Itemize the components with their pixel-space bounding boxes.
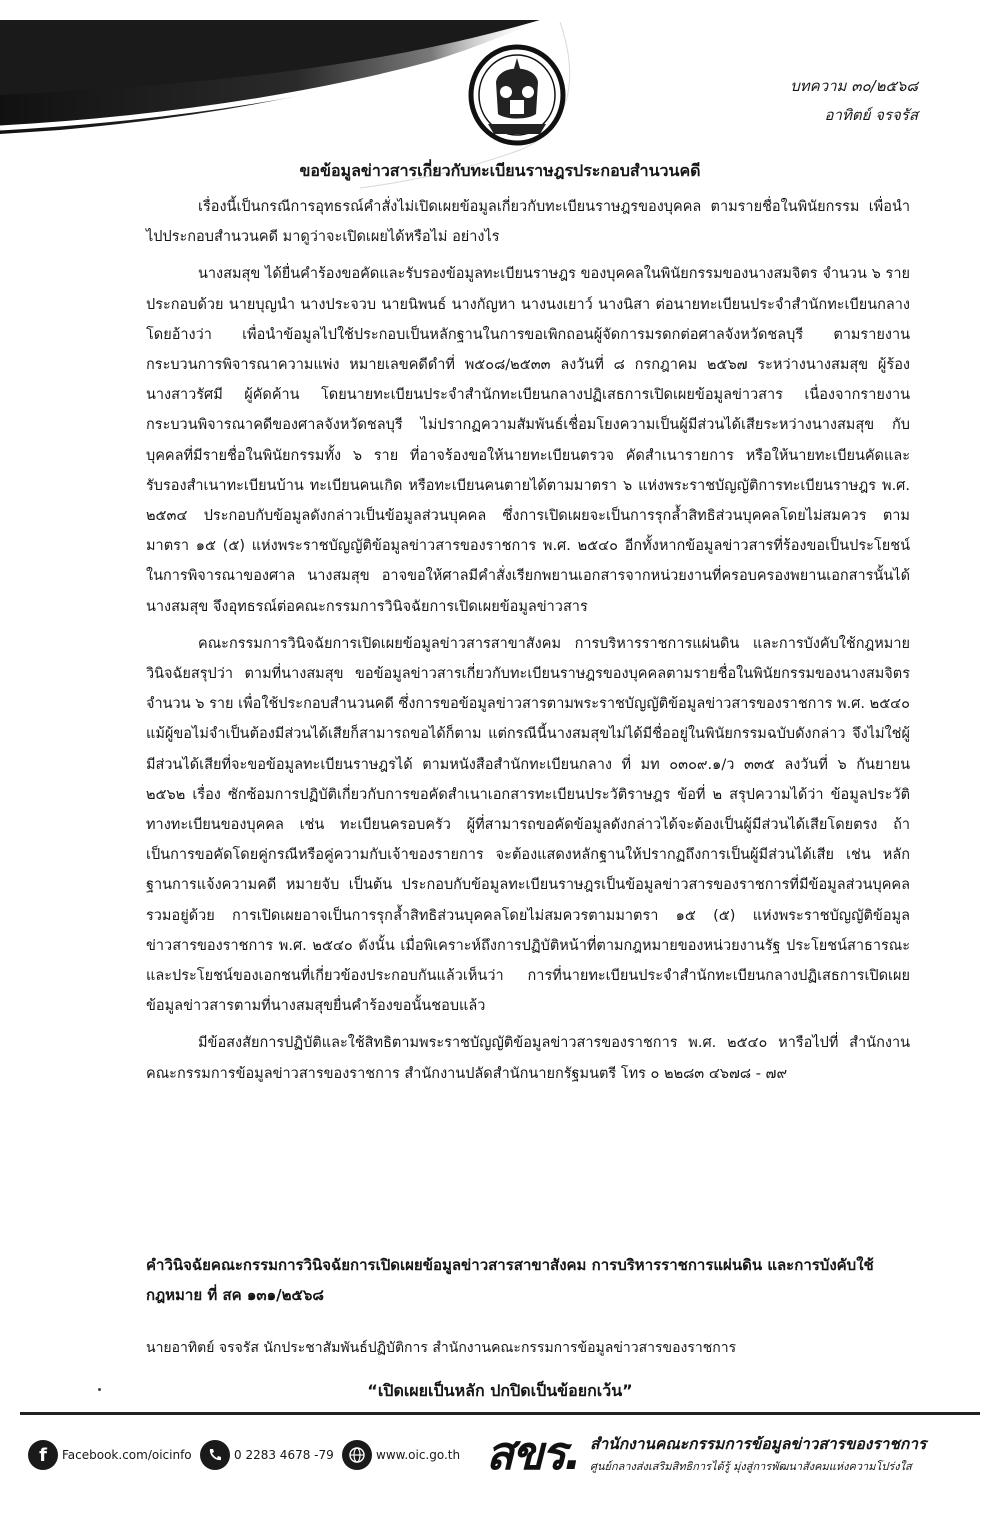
facebook-text: Facebook.com/oicinfo (62, 1448, 192, 1462)
phone-link[interactable] (200, 1440, 334, 1470)
org-tagline: ศูนย์กลางส่งเสริมสิทธิการได้รู้ มุ่งสู่การพัฒนาสังคมแห่งความโปร่งใส (590, 1460, 912, 1473)
contact-paragraph: มีข้อสงสัยการปฏิบัติและใช้สิทธิตามพระราชบัญญัติข้อมูลข่าวสารของราชการ พ.ศ. ๒๕๔๐ หารือไปที่ สำนักงานคณะกรรมการข้อมูลข่าวสารของราชการ สำนักงานปลัดสำนักนายกรัฐมนตรี โทร ๐ ๒๒๘๓ ๔๖๗๘ - ๗๙ (146, 1035, 910, 1082)
website-link[interactable] (342, 1440, 460, 1470)
website-text: www.oic.go.th (376, 1448, 461, 1462)
phone-text: 0 2283 4678 -79 (234, 1448, 334, 1462)
footer-divider (20, 1412, 980, 1415)
article-number: บทความ ๓๐/๒๕๖๘ (790, 77, 918, 95)
oic-logo: สขร. (486, 1426, 580, 1480)
facebook-icon: f (28, 1440, 58, 1470)
ruling-paragraph: คณะกรรมการวินิจฉัยการเปิดเผยข้อมูลข่าวสารสาขาสังคม การบริหารราชการแผ่นดิน และการบังคับใช้กฎหมายวินิจฉัยสรุปว่า ตามที่นางสมสุข ขอข้อมูลข่าวสารเกี่ยวกับทะเบียนราษฎรของบุคคลตามรายชื่อในพินัยกรรมของนางสมจิตร จำนวน ๖ ราย เพื่อใช้ประกอบสำนวนคดี ซึ่งการขอข้อมูลข่าวสารตามพระราชบัญญัติข้อมูลข่าวสารของราชการ พ.ศ. ๒๕๔๐ แม้ผู้ขอไม่จำเป็นต้องมีส่วนได้เสียก็สามารถขอได้ก็ตาม แต่กรณีนี้นางสมสุขไม่ได้มีชื่ออยู่ในพินัยกรรมฉบับดังกล่าว จึงไม่ใช่ผู้มีส่วนได้เสียที่จะขอข้อมูลทะเบียนราษฎรได้ ตามหนังสือสำนักทะเบียนกลาง ที่ มท ๐๓๐๙.๑/ว ๓๓๕ ลงวันที่ ๖ กันยายน ๒๕๖๒ เรื่อง ซักซ้อมการปฏิบัติเกี่ยวกับการขอคัดสำเนาเอกสารทะเบียนประวัติราษฎร ข้อที่ ๒ สรุปความได้ว่า ข้อมูลประวัติทางทะเบียนของบุคคล เช่น ทะเบียนครอบครัว ผู้ที่สามารถขอคัดข้อมูลดังกล่าวได้จะต้องเป็นผู้มีส่วนได้เสียโดยตรง ถ้าเป็นการขอคัดโดยคู่กรณีหรือคู่ความกับเจ้าของรายการ จะต้องแสดงหลักฐานให้ปรากฏถึงการเป็นผู้มีส่วนได้เสีย เช่น หลักฐานการแจ้งความคดี หมายจับ เป็นต้น ประกอบกับข้อมูลทะเบียนราษฎรเป็นข้อมูลข่าวสารของราชการที่มีข้อมูลส่วนบุคคลรวมอยู่ด้วย การเปิดเผยอาจเป็นการรุกล้ำสิทธิส่วนบุคคลโดยไม่สมควรตามมาตรา ๑๕ (๕) แห่งพระราชบัญญัติข้อมูลข่าวสารของราชการ พ.ศ. ๒๕๔๐ ดังนั้น เมื่อพิเคราะห์ถึงการปฏิบัติหน้าที่ตามกฎหมายของหน่วยงานรัฐ ประโยชน์สาธารณะ และประโยชน์ของเอกชนที่เกี่ยวข้องประกอบกันแล้วเห็นว่า การที่นายทะเบียนประจำสำนักทะเบียนกลางปฏิเสธการเปิดเผยข้อมูลข่าวสารตามที่นางสมสุขยื่นคำร้องขอนั้นชอบแล้ว (146, 635, 910, 1015)
article-body (146, 192, 910, 1096)
footer (0, 1420, 1000, 1490)
slogan: “เปิดเผยเป็นหลัก ปกปิดเป็นข้อยกเว้น” (367, 1381, 633, 1400)
author-line: นายอาทิตย์ จรจรัส นักประชาสัมพันธ์ปฏิบัติการ สำนักงานคณะกรรมการข้อมูลข่าวสารของราชการ (146, 1340, 737, 1356)
intro-paragraph: เรื่องนี้เป็นกรณีการอุทธรณ์คำสั่งไม่เปิดเผยข้อมูลเกี่ยวกับทะเบียนราษฎรของบุคคล ตามรายชื่อในพินัยกรรม เพื่อนำไปประกอบสำนวนคดี มาดูว่าจะเปิดเผยได้หรือไม่ อย่างไร (146, 199, 910, 246)
ruling-reference: คำวินิจฉัยคณะกรรมการวินิจฉัยการเปิดเผยข้อมูลข่าวสารสาขาสังคม การบริหารราชการแผ่นดิน และการบังคับใช้กฎหมาย ที่ สค ๑๓๑/๒๕๖๘ (146, 1256, 874, 1304)
org-name: สำนักงานคณะกรรมการข้อมูลข่าวสารของราชการ (590, 1435, 927, 1453)
garuda-emblem-icon (466, 42, 568, 148)
facebook-link[interactable] (28, 1440, 192, 1470)
phone-icon (200, 1440, 230, 1470)
page-title: ขอข้อมูลข่าวสารเกี่ยวกับทะเบียนราษฎรประกอบสำนวนคดี (299, 161, 701, 180)
globe-icon (342, 1440, 372, 1470)
article-reference (790, 72, 918, 130)
article-author: อาทิตย์ จรจรัส (824, 106, 918, 124)
facts-paragraph: นางสมสุข ได้ยื่นคำร้องขอคัดและรับรองข้อมูลทะเบียนราษฎร ของบุคคลในพินัยกรรมของนางสมจิตร จำนวน ๖ ราย ประกอบด้วย นายบุญนำ นางประจวบ นายนิพนธ์ นางกัญหา นางนงเยาว์ นางนิสา ต่อนายทะเบียนประจำสำนักทะเบียนกลาง โดยอ้างว่า เพื่อนำข้อมูลไปใช้ประกอบเป็นหลักฐานในการขอเพิกถอนผู้จัดการมรดกต่อศาลจังหวัดชลบุรี ตามรายงานกระบวนการพิจารณาความแพ่ง หมายเลขคดีดำที่ พ๕๐๘/๒๕๓๓ ลงวันที่ ๘ กรกฎาคม ๒๕๖๗ ระหว่างนางสมสุข ผู้ร้อง นางสาวรัศมี ผู้คัดค้าน โดยนายทะเบียนประจำสำนักทะเบียนกลางปฏิเสธการเปิดเผยข้อมูลข่าวสาร เนื่องจากรายงานกระบวนพิจารณาคดีของศาลจังหวัดชลบุรี ไม่ปรากฏความสัมพันธ์เชื่อมโยงความเป็นผู้มีส่วนได้เสียระหว่างนางสมสุข กับบุคคลที่มีรายชื่อในพินัยกรรมทั้ง ๖ ราย ที่อาจร้องขอให้นายทะเบียนตรวจ คัดสำเนารายการ หรือให้นายทะเบียนคัดและรับรองสำเนาทะเบียนบ้าน ทะเบียนคนเกิด หรือทะเบียนคนตายได้ตามมาตรา ๖ แห่งพระราชบัญญัติการทะเบียนราษฎร พ.ศ. ๒๕๓๔ ประกอบกับข้อมูลดังกล่าวเป็นข้อมูลส่วนบุคคล ซึ่งการเปิดเผยจะเป็นการรุกล้ำสิทธิส่วนบุคคลโดยไม่สมควร ตามมาตรา ๑๕ (๕) แห่งพระราชบัญญัติข้อมูลข่าวสารของราชการ พ.ศ. ๒๕๔๐ อีกทั้งหากข้อมูลข่าวสารที่ร้องขอเป็นประโยชน์ในการพิจารณาของศาล นางสมสุข อาจขอให้ศาลมีคำสั่งเรียกพยานเอกสารจากหน่วยงานที่ครอบครองพยานเอกสารนั้นได้ นางสมสุข จึงอุทธรณ์ต่อคณะกรรมการวินิจฉัยการเปิดเผยข้อมูลข่าวสาร (146, 266, 910, 615)
